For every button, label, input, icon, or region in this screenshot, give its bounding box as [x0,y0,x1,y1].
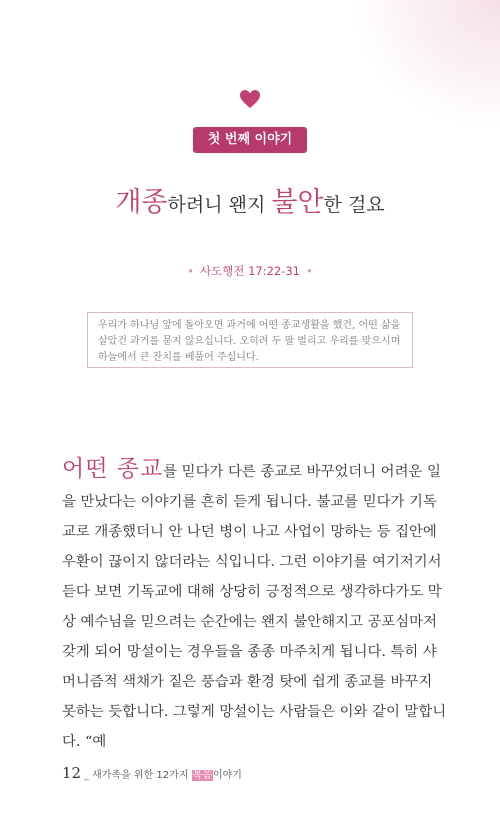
footer-separator: _ [84,770,90,781]
heart-icon [239,89,261,109]
page-number: 12 [62,764,82,782]
intro-quote-box [87,312,413,368]
title-part-4: 한 걸요 [323,194,385,216]
body-paragraph [62,454,448,757]
chapter-title [0,178,500,231]
title-part-3: 불안 [271,187,324,218]
lead-words: 어떤 종교 [62,456,164,482]
dot-icon: • [306,264,313,278]
body-text: 를 믿다가 다른 종교로 바꾸었더니 어려운 일을 만났다는 이야기를 흔히 듣게 됩니다. 불교를 믿다가 기독교로 개종했더니 안 나던 병이 나고 사업이 망하는 등 집안에 우환이 끊이지 않더라는 식입니다. 그런 이야기를 여기저기서 듣다 보면 기독교에 대해 상당히 긍정적으로 생각하다가도 막상 예수님을 믿으려는 순간에는 왠지 불안해지고 공포심마저 갖게 되어 망설이는 경우들을 종종 마주치게 됩니다. 특히 샤머니즘적 색채가 짙은 풍습과 환경 탓에 쉽게 종교를 바꾸지 못하는 듯합니다. 그렇게 망설이는 사람들은 이와 같이 말합니다. “예 [62,464,447,750]
chapter-badge: 첫 번째 이야기 [193,127,307,153]
page-footer [62,764,242,782]
book-title-a: 새가족을 위한 12가지 [92,770,192,781]
dot-icon: • [187,264,194,278]
title-part-1: 개종 [115,187,168,218]
title-part-2: 하려니 왠지 [167,194,272,216]
scripture-reference [0,263,500,279]
corner-decoration [350,0,500,130]
book-title-b: 이야기 [212,770,242,781]
intro-quote-text: 우리가 하나님 앞에 돌아오면 과거에 어떤 종교생활을 했건, 어떤 삶을 살았건 과거를 묻지 않으십니다. 오히려 두 팔 벌리고 우리를 맞으시며 하늘에서 큰 잔치를 베풀어 주십니다. [98,320,401,363]
book-title-highlight: 복음 [192,770,212,781]
scripture-text: 사도행전 17:22-31 [199,264,300,278]
